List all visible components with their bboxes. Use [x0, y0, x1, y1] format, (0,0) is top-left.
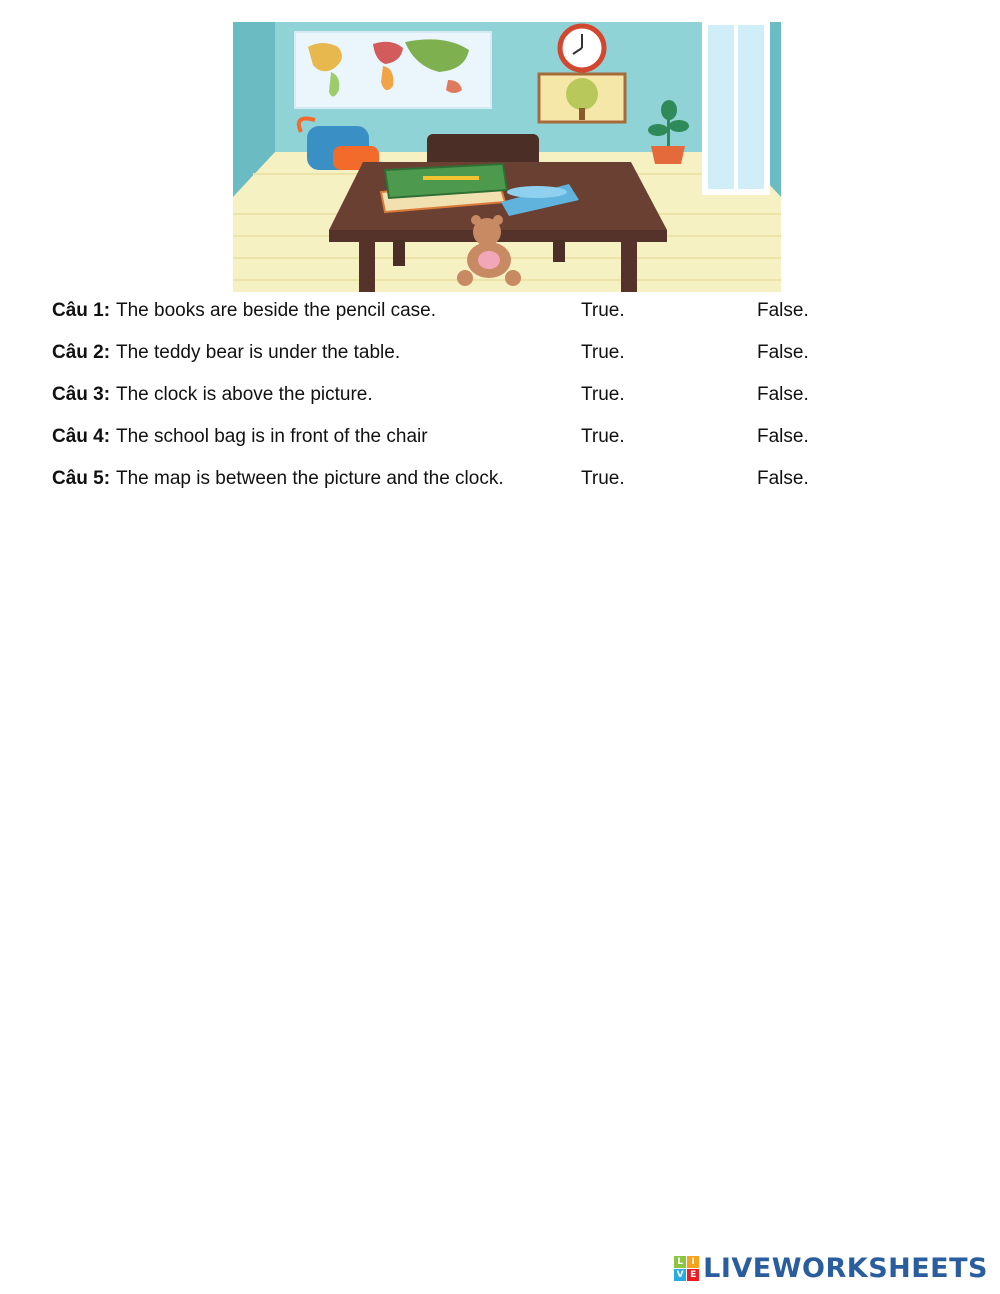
logo-letter: V — [674, 1269, 686, 1281]
question-number: Câu 3: — [52, 384, 111, 405]
true-false-questions — [52, 296, 952, 506]
wall-clock — [560, 26, 604, 70]
answer-false-option[interactable]: False. — [757, 342, 809, 363]
answer-false-option[interactable]: False. — [757, 468, 809, 489]
logo-letter: E — [687, 1269, 699, 1281]
question-statement: The teddy bear is under the table. — [116, 342, 401, 363]
answer-false-option[interactable]: False. — [757, 384, 809, 405]
logo-letter: L — [674, 1256, 686, 1268]
answer-true-option[interactable]: True. — [581, 426, 625, 447]
question-row — [52, 464, 952, 506]
answer-true-option[interactable]: True. — [581, 468, 625, 489]
question-row — [52, 422, 952, 464]
question-statement: The map is between the picture and the clock. — [116, 468, 504, 489]
window — [705, 22, 767, 192]
answer-true-option[interactable]: True. — [581, 384, 625, 405]
world-map — [295, 32, 491, 108]
question-statement: The clock is above the picture. — [116, 384, 373, 405]
answer-false-option[interactable]: False. — [757, 300, 809, 321]
liveworksheets-logo-icon — [674, 1256, 699, 1281]
question-number: Câu 2: — [52, 342, 111, 363]
question-row — [52, 338, 952, 380]
brand-name: LIVEWORKSHEETS — [703, 1252, 988, 1284]
liveworksheets-brand — [674, 1250, 988, 1286]
question-number: Câu 5: — [52, 468, 111, 489]
question-row — [52, 380, 952, 422]
question-statement: The school bag is in front of the chair — [116, 426, 428, 447]
question-row — [52, 296, 952, 338]
classroom-illustration — [233, 22, 781, 292]
question-statement: The books are beside the pencil case. — [116, 300, 437, 321]
answer-true-option[interactable]: True. — [581, 300, 625, 321]
question-number: Câu 4: — [52, 426, 111, 447]
question-number: Câu 1: — [52, 300, 111, 321]
logo-letter: I — [687, 1256, 699, 1268]
answer-true-option[interactable]: True. — [581, 342, 625, 363]
answer-false-option[interactable]: False. — [757, 426, 809, 447]
tree-picture — [539, 74, 625, 122]
